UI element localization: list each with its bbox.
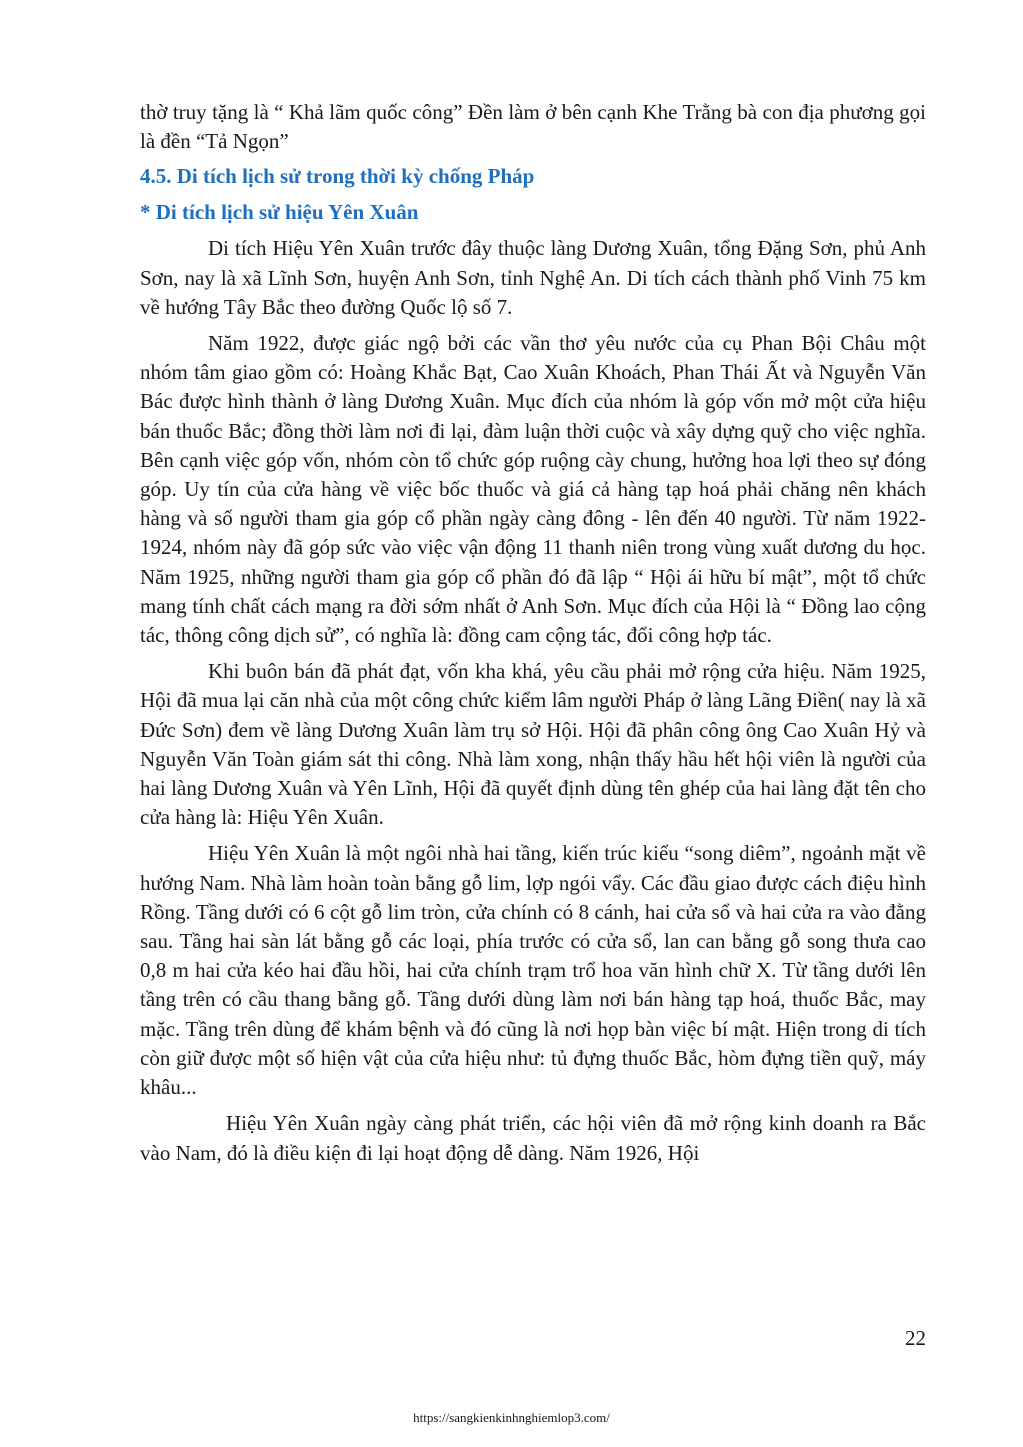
paragraph: Hiệu Yên Xuân là một ngôi nhà hai tầng, kiến trúc kiểu “song diêm”, ngoảnh mặt về hướng Nam. Nhà làm hoàn toàn bằng gỗ lim, lợp ngói vẩy. Các đầu giao được cách điệu hình Rồng. Tầng dưới có 6 cột gỗ lim tròn, cửa chính có 8 cánh, hai cửa sổ và hai cửa ra vào đằng sau. Tầng hai sàn lát bằng gỗ các loại, phía trước có cửa sổ, lan can bằng gỗ song thưa cao 0,8 m hai cửa kéo hai đầu hồi, hai cửa chính trạm trổ hoa văn hình chữ X. Từ tầng dưới lên tầng trên có cầu thang bằng gỗ. Tầng dưới dùng làm nơi bán hàng tạp hoá, thuốc Bắc, may mặc. Tầng trên dùng để khám bệnh và đó cũng là nơi họp bàn việc bí mật. Hiện trong di tích còn giữ được một số hiện vật của cửa hiệu như: tủ đựng thuốc Bắc, hòm đựng tiền quỹ, máy khâu... <box>140 841 926 1100</box>
section-heading: 4.5. Di tích lịch sử trong thời kỳ chống Pháp <box>140 164 535 189</box>
footer-url: https://sangkienkinhnghiemlop3.com/ <box>413 1410 610 1425</box>
paragraph: Năm 1922, được giác ngộ bởi các vần thơ yêu nước của cụ Phan Bội Châu một nhóm tâm giao gồm có: Hoàng Khắc Bạt, Cao Xuân Khoách, Phan Thái Ất và Nguyễn Văn Bác được hình thành ở làng Dương Xuân. Mục đích của nhóm là góp vốn mở một cửa hiệu bán thuốc Bắc; đồng thời làm nơi đi lại, đàm luận thời cuộc và xây dựng quỹ cho việc nghĩa. Bên cạnh việc góp vốn, nhóm còn tổ chức góp ruộng cày chung, hưởng hoa lợi theo sự đóng góp. Uy tín của cửa hàng về việc bốc thuốc và giá cả hàng tạp hoá phải chăng nên khách hàng và số người tham gia góp cổ phần ngày càng đông - lên đến 40 người. Từ năm 1922-1924, nhóm này đã góp sức vào việc vận động 11 thanh niên trong vùng xuất dương du học. Năm 1925, những người tham gia góp cổ phần đó đã lập “ Hội ái hữu bí mật”, một tổ chức mang tính chất cách mạng ra đời sớm nhất ở Anh Sơn. Mục đích của Hội là “ Đồng lao cộng tác, thông công dịch sử”, có nghĩa là: đồng cam cộng tác, đổi công hợp tác. <box>140 331 926 648</box>
document-body <box>140 98 926 1175</box>
paragraph: Di tích Hiệu Yên Xuân trước đây thuộc làng Dương Xuân, tổng Đặng Sơn, phủ Anh Sơn, nay là xã Lĩnh Sơn, huyện Anh Sơn, tỉnh Nghệ An. Di tích cách thành phố Vinh 75 km về hướng Tây Bắc theo đường Quốc lộ số 7. <box>140 236 926 319</box>
paragraph-continued: thờ truy tặng là “ Khả lãm quốc công” Đền làm ở bên cạnh Khe Trằng bà con địa phương gọi là đền “Tả Ngọn” <box>140 100 926 154</box>
subsection-heading: * Di tích lịch sử hiệu Yên Xuân <box>140 200 419 225</box>
paragraph: Hiệu Yên Xuân ngày càng phát triển, các hội viên đã mở rộng kinh doanh ra Bắc vào Nam, đó là điều kiện đi lại hoạt động dễ dàng. Năm 1926, Hội <box>140 1111 926 1165</box>
paragraph: Khi buôn bán đã phát đạt, vốn kha khá, yêu cầu phải mở rộng cửa hiệu. Năm 1925, Hội đã mua lại căn nhà của một công chức kiểm lâm người Pháp ở làng Lãng Điền( nay là xã Đức Sơn) đem về làng Dương Xuân làm trụ sở Hội. Hội đã phân công ông Cao Xuân Hỷ và Nguyễn Văn Toàn giám sát thi công. Nhà làm xong, nhận thấy hầu hết hội viên là người của hai làng Dương Xuân và Yên Lĩnh, Hội đã quyết định dùng tên ghép của hai làng đặt tên cho cửa hàng là: Hiệu Yên Xuân. <box>140 659 926 830</box>
page-number: 22 <box>905 1326 926 1350</box>
